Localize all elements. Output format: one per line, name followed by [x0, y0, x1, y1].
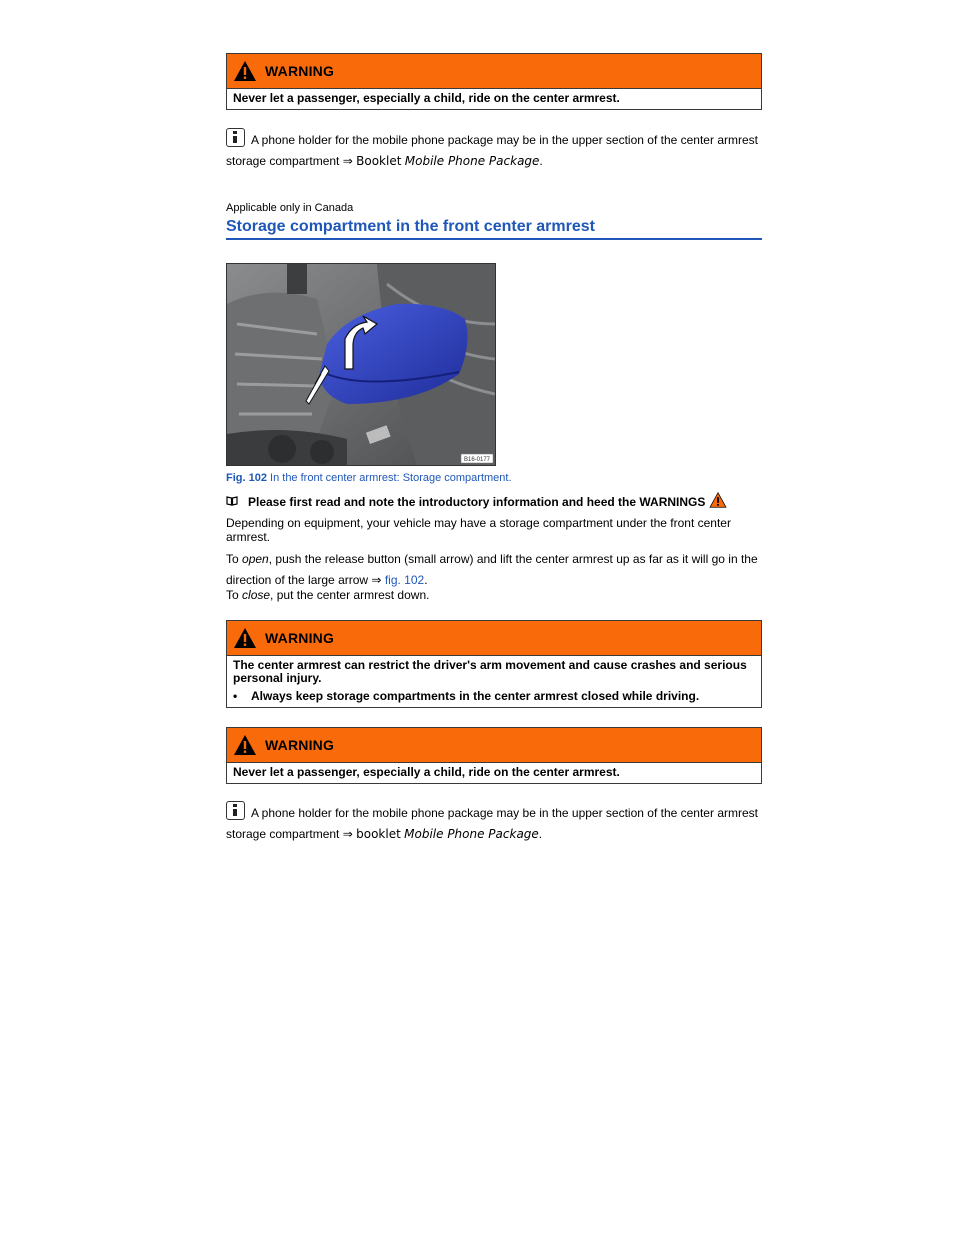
- warning-box-bottom: [226, 727, 762, 784]
- intro-line: [226, 492, 762, 511]
- warning-title: WARNING: [265, 63, 335, 79]
- section-heading: Storage compartment in the front center armrest: [226, 218, 762, 240]
- figure-link[interactable]: fig. 102: [384, 573, 425, 587]
- booklet-ref: booklet: [356, 827, 401, 841]
- intro-text: Please first read and note the introductory information and heed the WARNINGS: [248, 495, 706, 509]
- armrest-illustration: [227, 264, 495, 465]
- p3-emphasis: close: [242, 588, 271, 602]
- warning-box-middle: [226, 620, 762, 708]
- figure-caption-text: In the front center armrest: Storage compartment.: [270, 472, 512, 484]
- note-text-2: storage compartment ⇒: [226, 154, 353, 168]
- bullet-dot: •: [233, 689, 238, 703]
- warning-triangle-icon: [709, 492, 727, 508]
- note-text: A phone holder for the mobile phone package may be in the upper section of the center armrest: [251, 133, 758, 147]
- info-note-icon: [226, 128, 245, 147]
- warning-triangle-icon: [233, 60, 257, 82]
- p2-rest: , push the release button (small arrow) and lift the center armrest up as far as it will go in the: [268, 552, 758, 566]
- warning-box-top: [226, 53, 762, 110]
- note-end: .: [539, 154, 543, 168]
- warning-bullet-text: Always keep storage compartments in the center armrest closed while driving.: [251, 689, 700, 703]
- body-paragraph-1: Depending on equipment, your vehicle may have a storage compartment under the front center armrest.: [226, 516, 731, 544]
- warning-triangle-icon: [233, 734, 257, 756]
- booklet-title: Mobile Phone Package: [404, 827, 539, 841]
- body-paragraph-3: [226, 586, 762, 604]
- p2-line2: direction of the large arrow ⇒: [226, 573, 382, 587]
- note-end: .: [538, 827, 543, 841]
- figure-code: B16-0177: [463, 457, 491, 463]
- note-bottom: [226, 801, 766, 845]
- warning-body: [227, 656, 761, 707]
- warning-bullet: [233, 690, 755, 703]
- warning-header: [227, 621, 761, 656]
- p2-pre: To: [226, 552, 239, 566]
- warning-header: [227, 728, 761, 763]
- p3-pre: To: [226, 588, 239, 602]
- note-top: [226, 128, 766, 172]
- p3-rest: , put the center armrest down.: [270, 588, 430, 602]
- body-paragraph-2: [226, 549, 762, 591]
- warning-text: Never let a passenger, especially a child, ride on the center armrest.: [233, 91, 620, 105]
- warning-triangle-icon: [233, 627, 257, 649]
- book-icon: [226, 493, 248, 511]
- p2-end: .: [424, 573, 428, 587]
- applicability-label: Applicable only in Canada: [226, 202, 354, 214]
- note-text: A phone holder for the mobile phone package may be in the upper section of the center armrest: [251, 806, 758, 820]
- warning-header: [227, 54, 761, 89]
- figure-label: Fig. 102: [226, 472, 267, 484]
- figure-caption: [226, 472, 512, 484]
- warning-title: WARNING: [265, 737, 335, 753]
- note-text-2: storage compartment ⇒: [226, 827, 353, 841]
- warning-text: Never let a passenger, especially a child, ride on the center armrest.: [233, 765, 620, 779]
- warning-title: WARNING: [265, 630, 335, 646]
- armrest-figure: [226, 263, 496, 466]
- warning-text: The center armrest can restrict the driver's arm movement and cause crashes and serious personal injury.: [233, 658, 747, 685]
- p2-emphasis: open: [242, 552, 269, 566]
- booklet-ref: Booklet: [356, 154, 402, 168]
- info-note-icon: [226, 801, 245, 820]
- booklet-title: Mobile Phone Package: [404, 154, 540, 168]
